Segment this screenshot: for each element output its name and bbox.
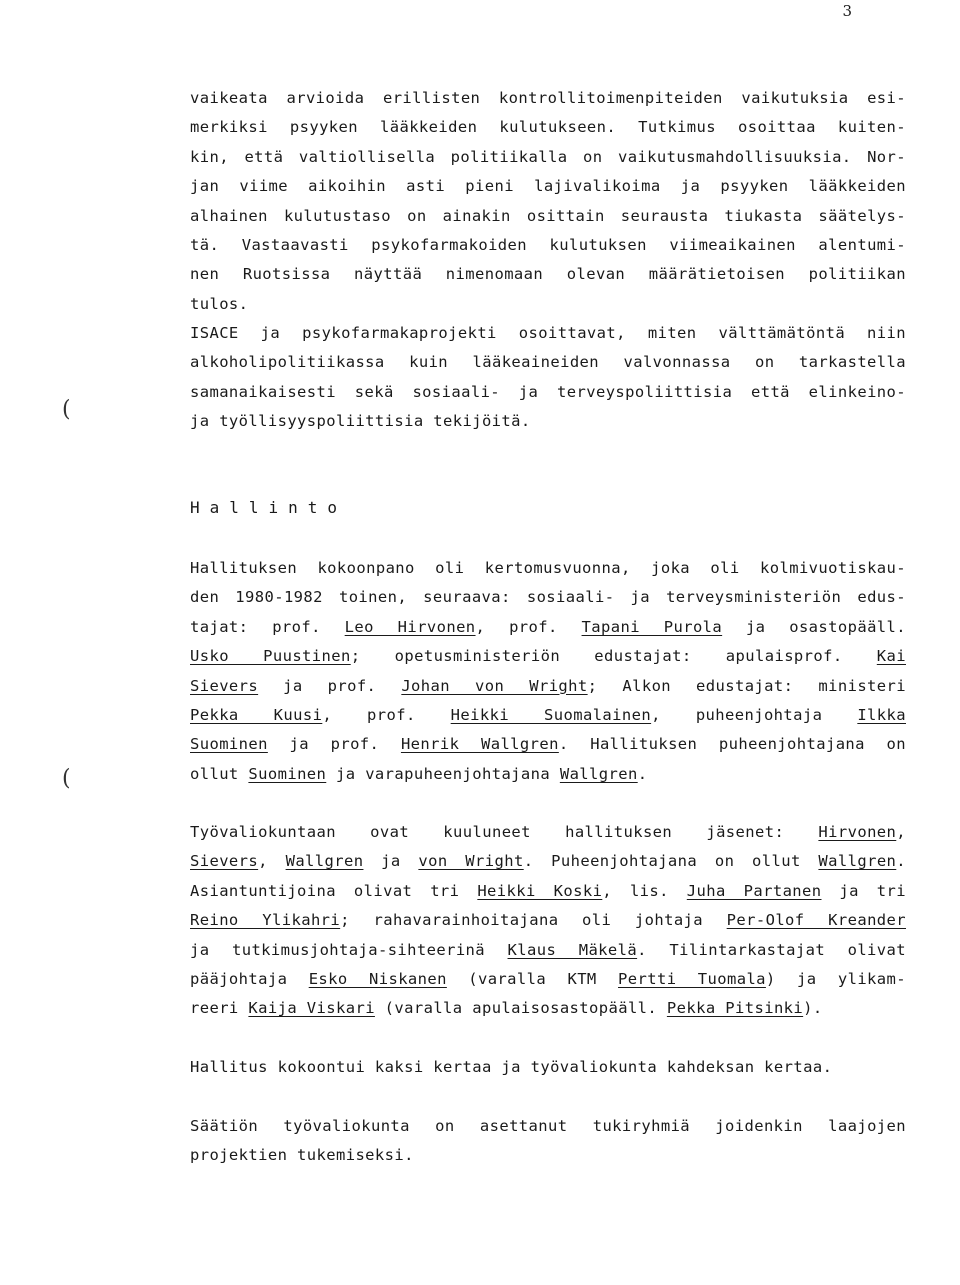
- text-line: Reino Ylikahri; rahavarainhoitajana oli johtaja Per-Olof Kreander: [190, 911, 906, 930]
- paragraph-working-committee: [190, 818, 906, 1024]
- margin-mark: (: [62, 397, 71, 422]
- person-name: Henrik Wallgren: [400, 735, 559, 754]
- text-line: Suominen ja prof. Henrik Wallgren. Hallituksen puheenjohtajana on: [190, 735, 907, 754]
- text-line: tajat: prof. Leo Hirvonen, prof. Tapani Purola ja osastopääll.: [190, 617, 906, 636]
- text-line: alkoholipolitiikassa kuin lääkeaineiden valvonnassa on tarkastella: [190, 353, 906, 372]
- person-name: Pekka Kuusi: [190, 706, 323, 725]
- paragraph-support-groups: [190, 1112, 906, 1171]
- text-line: Pekka Kuusi, prof. Heikki Suomalainen, puheenjohtaja Ilkka: [190, 706, 906, 725]
- paragraph-isace: [190, 319, 906, 437]
- person-name: Usko Puustinen: [190, 647, 351, 666]
- text-line: Sievers ja prof. Johan von Wright; Alkon edustajat: ministeri: [190, 676, 906, 695]
- text-line: jan viime aikoihin asti pieni lajivalikoima ja psyyken lääkkeiden: [190, 177, 906, 196]
- text-line: tulos.: [190, 294, 249, 313]
- person-name: Esko Niskanen: [308, 970, 447, 989]
- paragraph-board-composition: [190, 554, 906, 789]
- text-line: merkiksi psyyken lääkkeiden kulutukseen. Tutkimus osoittaa kuiten-: [190, 118, 906, 137]
- person-name: Pertti Tuomala: [618, 970, 766, 989]
- text-line: kin, että valtiollisella politiikalla on vaikutusmahdollisuuksia. Nor-: [190, 147, 906, 166]
- text-line: ja työllisyyspoliittisia tekijöitä.: [190, 412, 531, 431]
- person-name: Johan von Wright: [401, 676, 588, 695]
- person-name: Heikki Suomalainen: [450, 706, 652, 725]
- paragraph-meetings: [190, 1053, 906, 1082]
- text-line: vaikeata arvioida erillisten kontrollitoimenpiteiden vaikutuksia esi-: [190, 89, 906, 107]
- text-line: samanaikaisesti sekä sosiaali- ja terveyspoliittisia että elinkeino-: [190, 382, 906, 401]
- text-line: Hallituksen kokoonpano oli kertomusvuonna, joka oli kolmivuotiskau-: [190, 559, 906, 577]
- person-name: von Wright: [418, 852, 524, 871]
- text-line: pääjohtaja Esko Niskanen (varalla KTM Pertti Tuomala) ja ylikam-: [190, 970, 906, 989]
- person-name: Klaus Mäkelä: [507, 940, 638, 959]
- text-line: Työvaliokuntaan ovat kuuluneet hallituksen jäsenet: Hirvonen,: [190, 823, 906, 841]
- text-line: nen Ruotsissa näyttää nimenomaan olevan määrätietoisen politiikan: [190, 265, 906, 284]
- paragraph-policy-effects: [190, 84, 906, 319]
- person-name: Reino Ylikahri: [190, 911, 341, 930]
- person-name: Suominen: [248, 764, 327, 783]
- text-line: ollut Suominen ja varapuheenjohtajana Wallgren.: [190, 764, 648, 783]
- person-name: Wallgren: [559, 764, 638, 783]
- text-line: den 1980-1982 toinen, seuraava: sosiaali- ja terveysministeriön edus-: [190, 588, 906, 607]
- person-name: Hirvonen: [818, 823, 897, 841]
- person-name: Sievers: [190, 852, 259, 871]
- text-line: ISACE ja psykofarmakaprojekti osoittavat, miten välttämätöntä niin: [190, 324, 906, 342]
- text-line: Asiantuntijoina olivat tri Heikki Koski, lis. Juha Partanen ja tri: [190, 881, 906, 900]
- text-line: Usko Puustinen; opetusministeriön edustajat: apulaisprof. Kai: [190, 647, 906, 666]
- person-name: Sievers: [190, 676, 259, 695]
- text-line: Sievers, Wallgren ja von Wright. Puheenjohtajana on ollut Wallgren.: [190, 852, 907, 871]
- person-name: Ilkka: [857, 706, 906, 725]
- text-line: projektien tukemiseksi.: [190, 1146, 414, 1165]
- text-line: ja tutkimusjohtaja-sihteerinä Klaus Mäkelä. Tilintarkastajat olivat: [190, 940, 906, 959]
- person-name: Juha Partanen: [686, 881, 822, 900]
- person-name: Pekka Pitsinki: [666, 999, 804, 1018]
- page-number: 3: [842, 2, 852, 20]
- text-line: Hallitus kokoontui kaksi kertaa ja työvaliokunta kahdeksan kertaa.: [190, 1058, 833, 1076]
- person-name: Heikki Koski: [477, 881, 603, 900]
- text-line: reeri Kaija Viskari (varalla apulaisosastopääll. Pekka Pitsinki).: [190, 999, 823, 1018]
- section-heading: Hallinto: [190, 498, 348, 517]
- margin-mark: (: [62, 766, 71, 791]
- person-name: Wallgren: [285, 852, 364, 871]
- text-line: alhainen kulutustaso on ainakin osittain seurausta tiukasta säätelys-: [190, 206, 906, 225]
- person-name: Wallgren: [818, 852, 897, 871]
- person-name: Tapani Purola: [581, 617, 723, 636]
- person-name: Kaija Viskari: [248, 999, 375, 1018]
- person-name: Leo Hirvonen: [344, 617, 476, 636]
- text-line: tä. Vastaavasti psykofarmakoiden kulutuksen viimeaikainen alentumi-: [190, 236, 906, 255]
- text-line: Säätiön työvaliokunta on asettanut tukiryhmiä joidenkin laajojen: [190, 1117, 906, 1135]
- person-name: Per-Olof Kreander: [726, 911, 906, 930]
- person-name: Kai: [876, 647, 906, 666]
- person-name: Suominen: [190, 735, 268, 754]
